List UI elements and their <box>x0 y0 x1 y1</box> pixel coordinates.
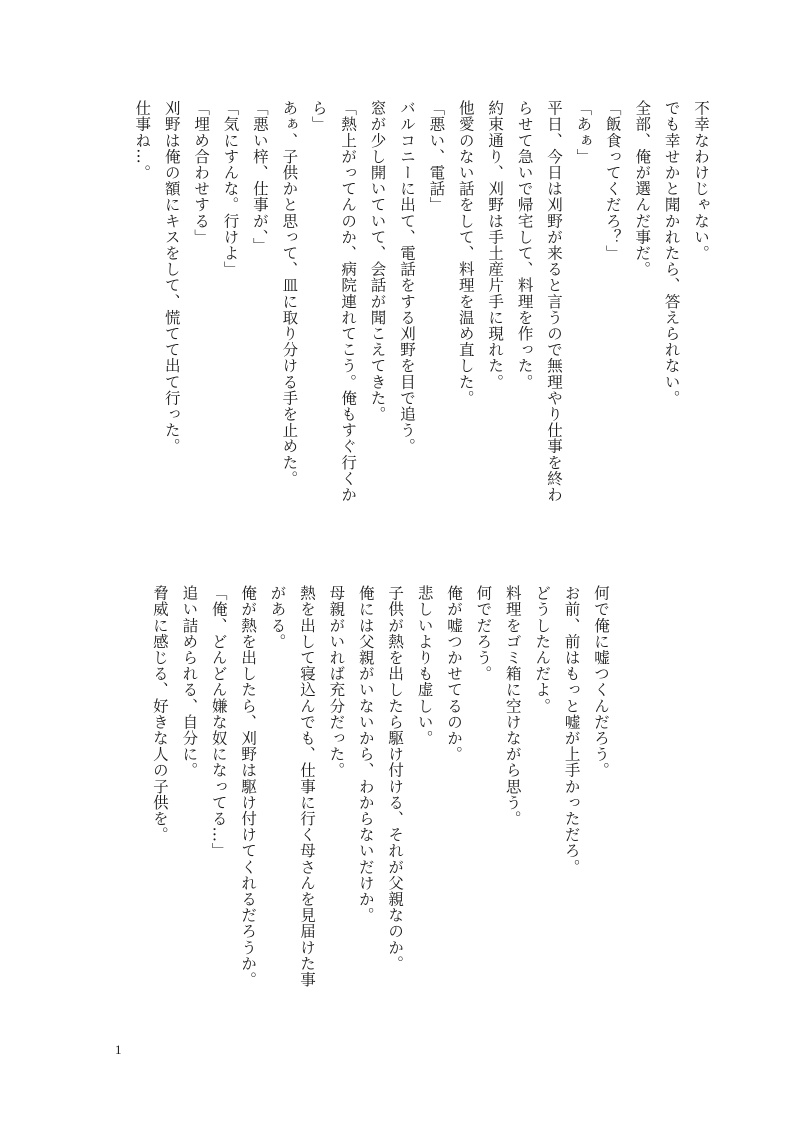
text-line: 仕事ね…。 <box>133 100 152 181</box>
text-line: 全部、俺が選んだ事だ。 <box>633 100 652 278</box>
text-line: 「飯食ってくだろ？」 <box>603 100 622 261</box>
text-line: ら」 <box>309 100 328 133</box>
text-line: 俺が嘘つかせてるのか。 <box>444 585 463 763</box>
text-line: 窓が少し開いていて、会話が聞こえてきた。 <box>368 100 387 422</box>
lower-text-block <box>145 585 616 1025</box>
upper-text-block <box>127 100 715 540</box>
text-line: 脅威に感じる、好きな人の子供を。 <box>150 585 169 843</box>
text-line: 刈野は俺の額にキスをして、慌てて出て行った。 <box>162 100 181 455</box>
text-line: 料理をゴミ箱に空けながら思う。 <box>503 585 522 827</box>
text-line: がある。 <box>268 585 287 650</box>
text-line: 「悪い、電話」 <box>427 100 446 213</box>
text-line: でも幸せかと聞かれたら、答えられない。 <box>662 100 681 406</box>
text-line: 「悪い梓、仕事が、」 <box>250 100 269 254</box>
text-line: 約束通り、刈野は手土産片手に現れた。 <box>486 100 505 390</box>
text-line: あぁ、子供かと思って、皿に取り分ける手を止めた。 <box>280 100 299 487</box>
text-line: 「気にすんな。行けよ」 <box>221 100 240 278</box>
text-line: 「俺、どんどん嫌な奴になってる…」 <box>209 585 228 859</box>
text-line: 追い詰められる、自分に。 <box>180 585 199 779</box>
page-number: 1 <box>115 1042 122 1057</box>
text-line: 平日、今日は刈野が来ると言うので無理やり仕事を終わ <box>544 100 563 503</box>
text-line: 「あぁ」 <box>574 100 593 165</box>
text-line: 「熱上がってんのか、病院連れてこう。俺もすぐ行くか <box>339 100 358 503</box>
text-line: 子供が熱を出したら駆け付ける、それが父親なのか。 <box>386 585 405 972</box>
text-line: らせて急いで帰宅して、料理を作った。 <box>515 100 534 390</box>
text-line: どうしたんだよ。 <box>533 585 552 714</box>
text-line: 悲しいよりも虚しい。 <box>415 585 434 746</box>
text-line: 母親がいれば充分だった。 <box>327 585 346 779</box>
text-line: 何でだろう。 <box>474 585 493 682</box>
text-line: バルコニーに出て、電話をする刈野を目で追う。 <box>397 100 416 455</box>
text-line: 熱を出して寝込んでも、仕事に行く母さんを見届けた事 <box>297 585 316 988</box>
text-line: 不幸なわけじゃない。 <box>692 100 710 261</box>
text-line: 俺が熱を出したら、刈野は駆け付けてくれるだろうか。 <box>239 585 258 988</box>
text-line: 「埋め合わせする」 <box>192 100 211 245</box>
text-line: 何で俺に嘘つくんだろう。 <box>592 585 610 779</box>
text-line: 他愛のない話をして、料理を温め直した。 <box>456 100 475 406</box>
text-line: 俺には父親がいないから、わからないだけか。 <box>356 585 375 924</box>
text-line: お前、前はもっと嘘が上手かっただろ。 <box>562 585 581 875</box>
